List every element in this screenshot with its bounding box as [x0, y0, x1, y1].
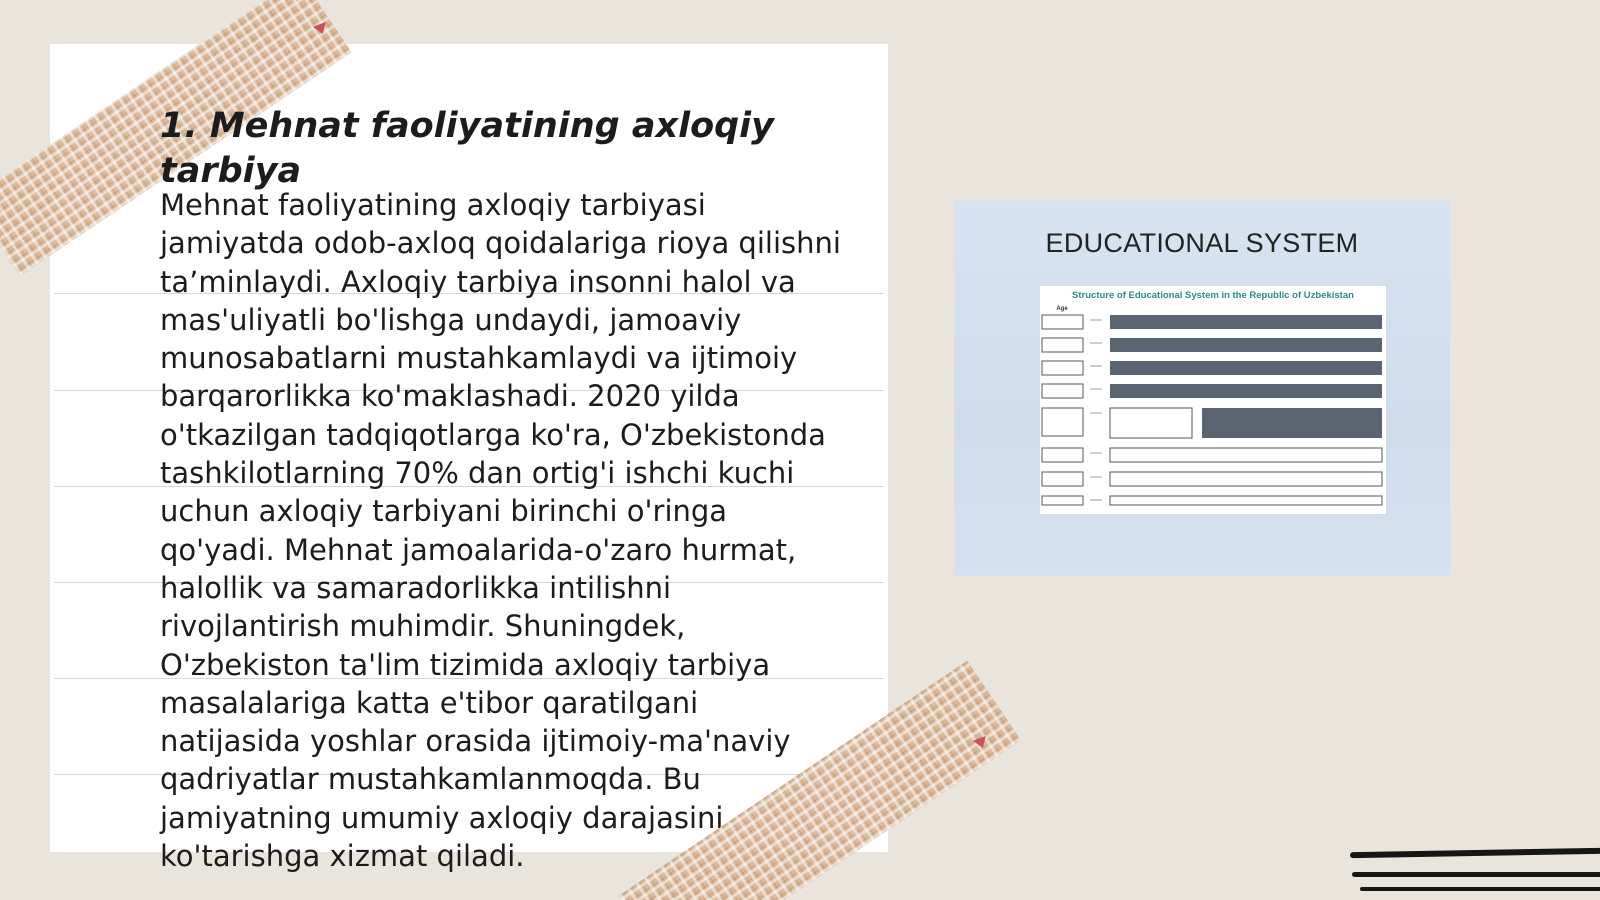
diagram-row-2 — [1042, 338, 1382, 352]
diagram-title: Structure of Educational System in the Republic of Uzbekistan — [1072, 290, 1354, 301]
diagram-row-7 — [1042, 472, 1382, 486]
diagram-row-6 — [1042, 448, 1382, 462]
diagram-row-8 — [1042, 496, 1382, 505]
education-structure-diagram — [1040, 286, 1386, 514]
slide-title: 1. Mehnat faoliyatining axloqiy tarbiya — [160, 106, 774, 191]
diagram-row-4 — [1042, 384, 1382, 398]
diagram-graphic — [1040, 286, 1386, 514]
educational-system-image — [954, 200, 1450, 576]
diagram-age-header: Age — [1056, 306, 1068, 312]
diagram-row-5 — [1042, 408, 1382, 438]
diagram-row-1 — [1042, 315, 1382, 329]
slide-body-text: Mehnat faoliyatining axloqiy tarbiyasi jamiyatda odob-axloq qoidalariga rioya qilishni ta’minlaydi. Axloqiy tarbiya insonni halol va mas'uliyatli bo'lishga undaydi, jamoaviy munosabatlarni mustahkamlaydi va ijtimoiy barqarorlikka ko'maklashadi. 2020 yilda o'tkazilgan tadqiqotlarga ko'ra, O'zbekistonda tashkilotlarning 70% dan ortig'i ishchi kuchi uchun axloqiy tarbiyani birinchi o'ringa qo'yadi. Mehnat jamoalarida-o'zaro hurmat, halollik va samaradorlikka intilishni rivojlantirish muhimdir. Shuningdek, O'zbekiston ta'lim tizimida axloqiy tarbiya masalalariga katta e'tibor qaratilgani natijasida yoshlar orasida ijtimoiy-ma'naviy qadriyatlar mustahkamlanmoqda. Bu jamiyatning umumiy axloqiy darajasini ko'tarishga xizmat qiladi. — [160, 188, 841, 874]
decorative-brush-stroke — [1350, 848, 1600, 858]
decorative-brush-stroke — [1352, 872, 1600, 877]
decorative-brush-stroke — [1360, 887, 1600, 891]
image-heading: EDUCATIONAL SYSTEM — [1045, 228, 1359, 258]
diagram-row-3 — [1042, 361, 1382, 375]
